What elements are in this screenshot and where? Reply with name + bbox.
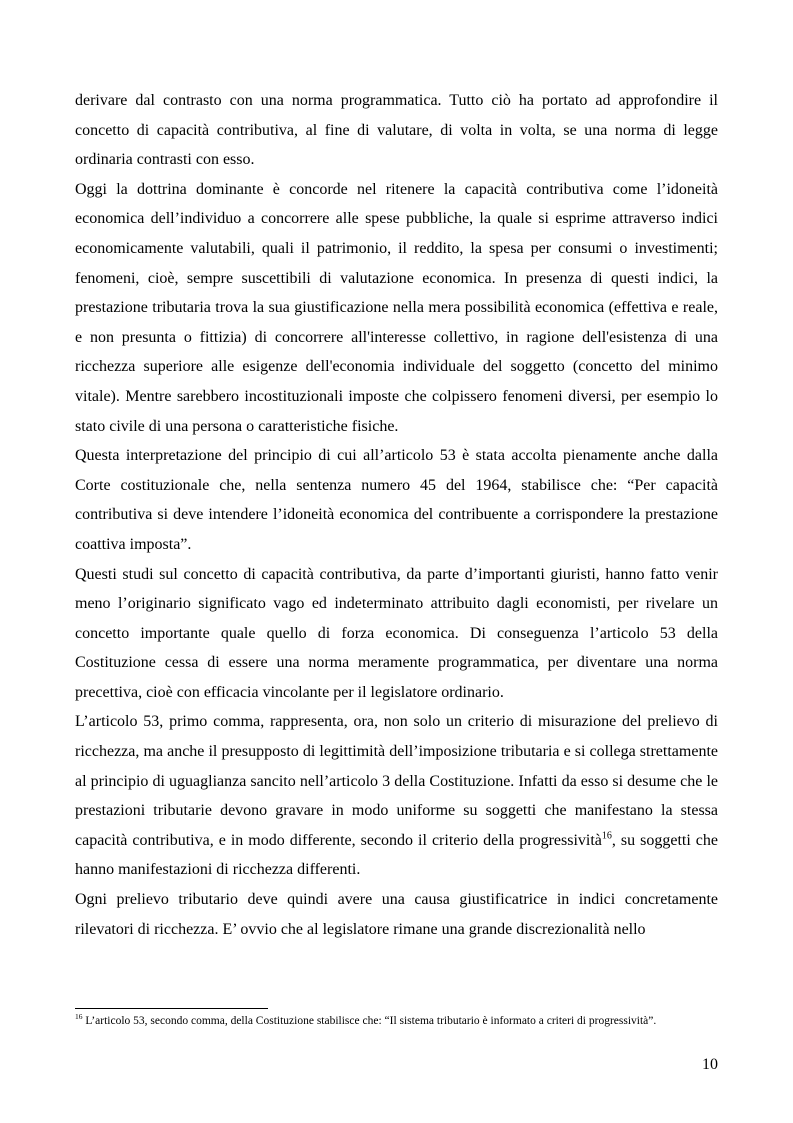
body-text xyxy=(75,86,718,944)
footnote xyxy=(75,1014,718,1029)
footnote-text: L’articolo 53, secondo comma, della Costituzione stabilisce che: “Il sistema tributario è informato a criteri di progressività”. xyxy=(82,1015,657,1027)
paragraph-5-text: L’articolo 53, primo comma, rappresenta, ora, non solo un criterio di misurazione del prelievo di ricchezza, ma anche il presupposto di legittimità dell’imposizione tributaria e si collega strettamente al principio di uguaglianza sancito nell’articolo 3 della Costituzione. Infatti da esso si desume che le prestazioni tributarie devono gravare in modo uniforme su soggetti che manifestano la stessa capacità contributiva, e in modo differente, secondo il criterio della progressività xyxy=(75,713,718,849)
paragraph-2: Oggi la dottrina dominante è concorde nel ritenere la capacità contributiva come l’idoneità economica dell’individuo a concorrere alle spese pubbliche, la quale si esprime attraverso indici economicamente valutabili, quali il patrimonio, il reddito, la spesa per consumi o investimenti; fenomeni, cioè, sempre suscettibili di valutazione economica. In presenza di questi indici, la prestazione tributaria trova la sua giustificazione nella mera possibilità economica (effettiva e reale, e non presunta o fittizia) di concorrere all'interesse collettivo, in ragione dell'esistenza di una ricchezza superiore alle esigenze dell'economia individuale del soggetto (concetto del minimo vitale). Mentre sarebbero incostituzionali imposte che colpissero fenomeni diversi, per esempio lo stato civile di una persona o caratteristiche fisiche. xyxy=(75,180,718,435)
footnote-reference[interactable]: 16 xyxy=(601,830,612,842)
paragraph-6: Ogni prelievo tributario deve quindi avere una causa giustificatrice in indici concretamente rilevatori di ricchezza. E’ ovvio che al legislatore rimane una grande discrezionalità nello xyxy=(75,891,718,938)
footnote-number: 16 xyxy=(75,1012,83,1022)
paragraph-3: Questa interpretazione del principio di cui all’articolo 53 è stata accolta pienamente anche dalla Corte costituzionale che, nella sentenza numero 45 del 1964, stabilisce che: “Per capacità contributiva si deve intendere l’idoneità economica del contribuente a corrispondere la prestazione coattiva imposta”. xyxy=(75,447,718,553)
page-number: 10 xyxy=(702,1056,718,1073)
footnote-divider xyxy=(75,1008,268,1009)
paragraph-4: Questi studi sul concetto di capacità contributiva, da parte d’importanti giuristi, hanno fatto venir meno l’originario significato vago ed indeterminato attribuito dagli economisti, per rivelare un concetto importante quale quello di forza economica. Di conseguenza l’articolo 53 della Costituzione cessa di essere una norma meramente programmatica, per diventare una norma precettiva, cioè con efficacia vincolante per il legislatore ordinario. xyxy=(75,565,718,701)
paragraph-1: derivare dal contrasto con una norma programmatica. Tutto ciò ha portato ad approfondire il concetto di capacità contributiva, al fine di valutare, di volta in volta, se una norma di legge ordinaria contrasti con esso. xyxy=(75,92,718,169)
paragraph-5-text-end: , su soggetti che hanno manifestazioni di ricchezza differenti. xyxy=(75,831,718,879)
paragraph-5 xyxy=(75,707,718,885)
